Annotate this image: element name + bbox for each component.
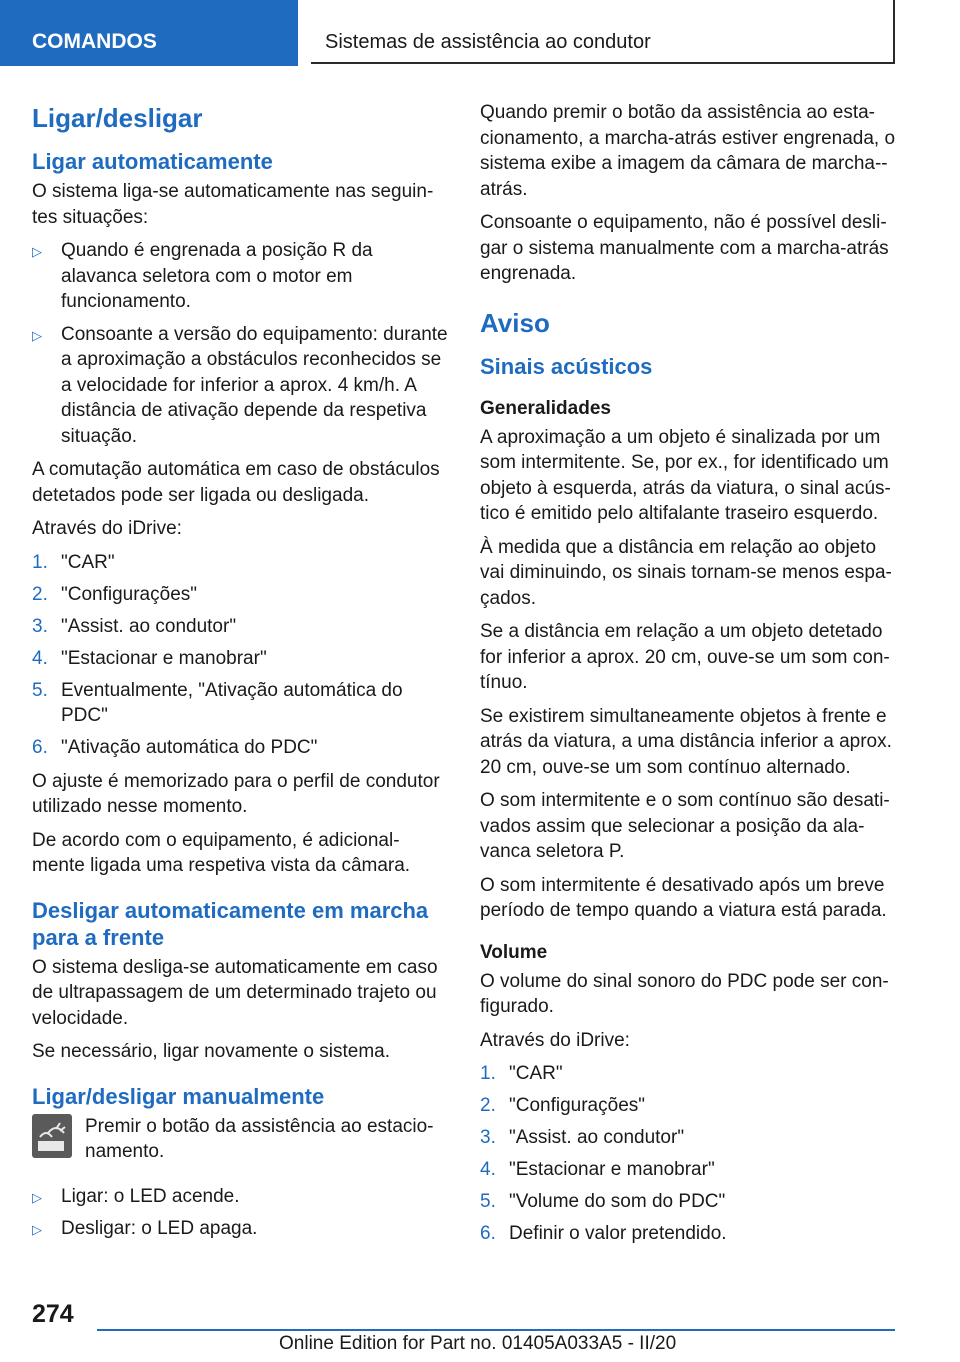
triangle-bullet-icon: ▷ (32, 244, 42, 259)
list-item: ▷ Consoante a versão do equipamento: durante a aproximação a obstáculos reconhecidos se a velocidade for inferior a aprox. 4 km/h. A distância de ativação depende da respetiva situação. (32, 323, 448, 447)
paragraph: Se a distância em relação a um objeto detetado for inferior a aprox. 20 cm, ouve-se um som con-tínuo. (480, 621, 890, 693)
heading-auto-on: Ligar automaticamente (32, 149, 273, 174)
left-column (32, 100, 452, 1250)
triangle-bullet-icon: ▷ (32, 1222, 42, 1237)
list-item: 3. "Assist. ao condutor" (480, 1127, 685, 1148)
heading-aviso: Aviso (480, 307, 550, 338)
paragraph: Quando premir o botão da assistência ao esta-cionamento, a marcha-atrás estiver engrenada, o sistema exibe a imagem da câmara de marcha--atrás. (480, 102, 896, 200)
list-item: 4. "Estacionar e manobrar" (480, 1159, 715, 1180)
paragraph: O sistema desliga-se automaticamente em caso de ultrapassagem de um determinado trajeto ou velocidade. (32, 956, 438, 1029)
list-item: ▷ Quando é engrenada a posição R da alavanca seletora com o motor em funcionamento. (32, 240, 373, 312)
numbered-list (32, 550, 452, 761)
paragraph: Se necessário, ligar novamente o sistema. (32, 1041, 391, 1062)
paragraph: O ajuste é memorizado para o perfil de condutor utilizado nesse momento. (32, 770, 440, 817)
heading-auto-off: Desligar automaticamente em marcha para a frente (32, 897, 429, 950)
bullet-list (32, 1184, 452, 1242)
paragraph: A aproximação a um objeto é sinalizada por um som intermitente. Se, por ex., for identificado um objeto à esquerda, atrás da viatura, o sinal acús-tico é emitido pelo altifalante traseiro esquerdo. (480, 426, 891, 524)
list-item: 1. "CAR" (32, 551, 115, 573)
heading-volume: Volume (480, 941, 548, 963)
button-instruction (32, 1114, 452, 1170)
paragraph: Se existirem simultaneamente objetos à frente e atrás da viatura, a uma distância inferior a aprox. 20 cm, ouve-se um som contínuo alternado. (480, 705, 892, 778)
list-item: 5. Eventualmente, "Ativação automática do PDC" (32, 679, 403, 726)
heading-sinais: Sinais acústicos (480, 353, 653, 379)
parking-assistant-button-icon (32, 1114, 72, 1158)
footer-divider (97, 1329, 895, 1331)
list-item: 3. "Assist. ao condutor" (32, 615, 237, 637)
section-title: Ligar/desligar (32, 103, 203, 133)
list-item: 2. "Configurações" (480, 1095, 646, 1116)
paragraph: Consoante o equipamento, não é possível desli-gar o sistema manualmente com a marcha-atrás engrenada. (480, 212, 889, 284)
paragraph: O volume do sinal sonoro do PDC pode ser con-figurado. (480, 970, 889, 1017)
list-item: ▷ Ligar: o LED acende. (32, 1184, 452, 1210)
list-item: 6. "Ativação automática do PDC" (32, 737, 318, 758)
paragraph: O som intermitente e o som contínuo são desati-vados assim que selecionar a posição da ala-vanca seletora P. (480, 790, 890, 862)
section-tab: COMANDOS (0, 0, 298, 66)
paragraph: O som intermitente é desativado após um breve período de tempo quando a viatura está parada. (480, 874, 887, 921)
numbered-list (480, 1061, 900, 1247)
heading-manual: Ligar/desligar manualmente (32, 1083, 325, 1109)
triangle-bullet-icon: ▷ (32, 1189, 42, 1205)
paragraph: A comutação automática em caso de obstáculos detetados pode ser ligada ou desligada. (32, 459, 440, 506)
list-item: 6. Definir o valor pretendido. (480, 1223, 727, 1244)
paragraph: Premir o botão da assistência ao estacio-namento. (85, 1115, 434, 1162)
bullet-list (32, 238, 452, 449)
list-item: 2. "Configurações" (32, 583, 198, 605)
list-item: 1. "CAR" (480, 1063, 563, 1084)
paragraph: O sistema liga-se automaticamente nas seguin-tes situações: (32, 181, 434, 228)
paragraph: Através do iDrive: (480, 1029, 630, 1051)
paragraph: À medida que a distância em relação ao objeto vai diminuindo, os sinais tornam-se menos espa-çados. (480, 536, 892, 609)
right-column (480, 100, 900, 1255)
paragraph: De acordo com o equipamento, é adicional-mente ligada uma respetiva vista da câmara. (32, 829, 411, 876)
list-item: ▷ Desligar: o LED apaga. (32, 1216, 452, 1242)
chapter-title: Sistemas de assistência ao condutor (311, 0, 895, 64)
triangle-bullet-icon: ▷ (32, 327, 42, 343)
list-item: 5. "Volume do som do PDC" (480, 1191, 726, 1212)
heading-generalidades: Generalidades (480, 397, 611, 419)
paragraph: Através do iDrive: (32, 518, 182, 539)
footer-edition: Online Edition for Part no. 01405A033A5 - II/20 (279, 1333, 677, 1354)
page-number: 274 (32, 1300, 74, 1328)
list-item: 4. "Estacionar e manobrar" (32, 647, 267, 669)
